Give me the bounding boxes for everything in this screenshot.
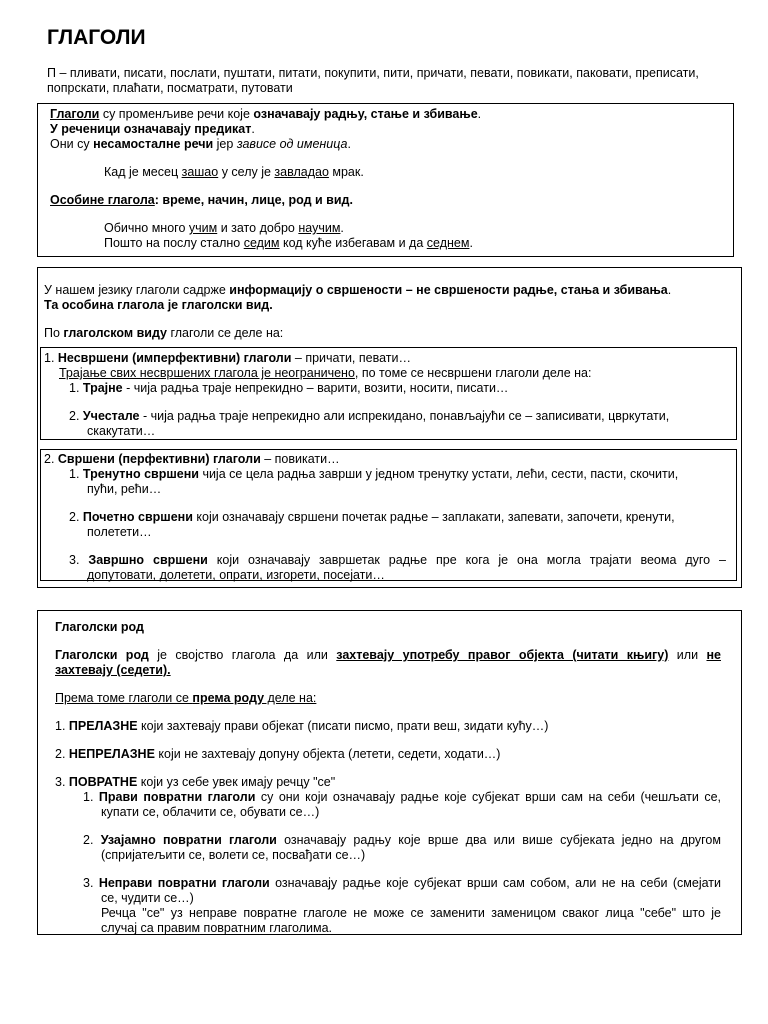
list-item-continuation: (спријатељити се, волети се, посвађати се…) bbox=[101, 848, 366, 862]
page-title: ГЛАГОЛИ bbox=[47, 26, 146, 49]
list-item: 1. Трајне - чија радња траје непрекидно – варити, возити, носити, писати… bbox=[69, 381, 509, 395]
list-item: 1. Тренутно свршени чија се цела радња заврши у једном тренутку устати, лећи, сести, пасти, скочити, bbox=[69, 467, 679, 481]
example-sentence: Кад је месец зашао у селу је завладао мрак. bbox=[104, 165, 364, 179]
verb-voice-box bbox=[37, 610, 742, 935]
definition-box bbox=[37, 103, 734, 257]
aspect-info-line: У нашем језику глаголи садрже информацију о свршености – не свршености радње, стања и збивања. bbox=[44, 283, 672, 297]
aspect-division-line: По глаголском виду глаголи се деле на: bbox=[44, 326, 284, 340]
list-item: 3. Неправи повратни глаголи означавају радње које субјекат врши сам собом, али не на себи (смејати bbox=[83, 876, 721, 890]
list-item: 1. ПРЕЛАЗНЕ који захтевају прави објекат (писати писмо, прати веш, зидати кућу…) bbox=[55, 719, 549, 733]
imperfective-box bbox=[40, 347, 737, 440]
list-item: 3. Завршно свршени који означавају завршетак радње пре кога је она могла трајати веома дуго – bbox=[69, 553, 726, 567]
list-item-continuation: скакутати… bbox=[87, 424, 156, 438]
list-item: 2. Почетно свршени који означавају свршени почетак радње – заплакати, запевати, започети, кренути, bbox=[69, 510, 675, 524]
intro-line: П – пливати, писати, послати, пуштати, питати, покупити, пити, причати, певати, повикати, паковати, преписати, bbox=[47, 66, 699, 80]
example-sentence: Пошто на послу стално седим код куће избегавам и да седнем. bbox=[104, 236, 473, 250]
predicate-line: У реченици означавају предикат. bbox=[50, 122, 255, 136]
note-line: случај са правим повратним глаголима. bbox=[101, 921, 332, 935]
note-line: Речца "се" уз неправе повратне глаголе не може се заменити заменицом сваког лица "себе" што је bbox=[101, 906, 721, 920]
list-item: 3. ПОВРАТНЕ који уз себе увек имају речцу "се" bbox=[55, 775, 336, 789]
list-item: 2. Узајамно повратни глаголи означавају радњу које врше два или више субјеката једно на другом bbox=[83, 833, 721, 847]
perfective-heading: 2. Свршени (перфективни) глаголи – повикати… bbox=[44, 452, 340, 466]
features-line: Особине глагола: време, начин, лице, род и вид. bbox=[50, 193, 353, 207]
definition-continuation: захтевају (седети). bbox=[55, 663, 171, 677]
list-item: 2. НЕПРЕЛАЗНЕ који не захтевају допуну објекта (летети, седети, ходати…) bbox=[55, 747, 501, 761]
imperfective-subline: Трајање свих несвршених глагола је неограничено, по томе се несвршени глаголи деле на: bbox=[59, 366, 592, 380]
imperfective-heading: 1. Несвршени (имперфективни) глаголи – причати, певати… bbox=[44, 351, 411, 365]
intro-verb-list bbox=[47, 66, 737, 96]
definition-line: Глаголи су променљиве речи које означавају радњу, стање и збивање. bbox=[50, 107, 482, 121]
aspect-name-line: Та особина глагола је глаголски вид. bbox=[44, 298, 273, 312]
example-sentence: Обично много учим и зато добро научим. bbox=[104, 221, 344, 235]
section-heading: Глаголски род bbox=[55, 620, 144, 634]
definition-line: Глаголски род је својство глагола да или захтевају употребу правог објекта (читати књигу) или не bbox=[55, 648, 721, 662]
list-item-continuation: полетети… bbox=[87, 525, 152, 539]
list-item-continuation: купати се, облачити се, обувати се…) bbox=[101, 805, 320, 819]
list-item-continuation: допутовати, долетети, опрати, изгорети, посејати… bbox=[87, 568, 385, 582]
list-item: 2. Учестале - чија радња траје непрекидно али испрекидано, понављајући се – записивати, цвркутати, bbox=[69, 409, 670, 423]
aspect-box bbox=[37, 267, 742, 588]
perfective-box bbox=[40, 449, 737, 581]
intro-line: попрскати, плаћати, посматрати, путовати bbox=[47, 81, 293, 95]
list-item: 1. Прави повратни глаголи су они који означавају радње које субјекат врши сам на себи (чешљати се, bbox=[83, 790, 721, 804]
list-item-continuation: пући, рећи… bbox=[87, 482, 162, 496]
list-item-continuation: се, чудити се…) bbox=[101, 891, 194, 905]
division-line: Према томе глаголи се према роду деле на: bbox=[55, 691, 317, 705]
dependency-line: Они су несамосталне речи јер зависе од именица. bbox=[50, 137, 351, 151]
